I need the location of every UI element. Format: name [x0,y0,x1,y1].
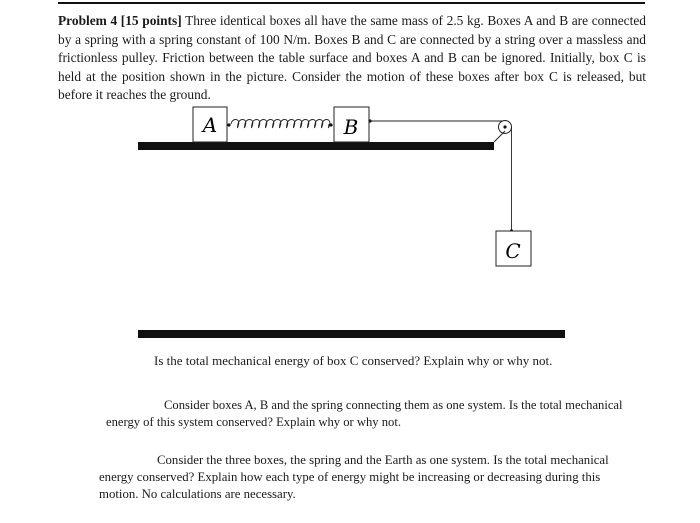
spring [231,120,330,128]
pulley-axle [503,125,506,128]
problem-text: Three identical boxes all have the same mass of 2.5 kg. Boxes A and B are connected by a spring with a spring constant of 100 N/m. Boxes B and C are connected by a string over a massless and frictionless pulley. Friction between the table surface and boxes A and B can be ignored. Initially, box C is held at the position shown in the picture. Consider the motion of these boxes after box C is released, but before it reaches the ground. [58,13,646,103]
spring-end-left [227,123,230,126]
question-1: Is the total mechanical energy of box C conserved? Explain why or why not. [154,353,553,368]
pulley-mount [494,131,505,142]
problem-heading: Problem 4 [58,13,118,28]
problem-points: [15 points] [120,13,182,28]
box-b-label: B [343,115,359,139]
table-surface [138,142,494,150]
box-c-label: C [505,239,521,263]
ground [138,330,565,338]
spring-end-right [329,123,332,126]
question-2: Consider boxes A, B and the spring connecting them as one system. Is the total mechanical energy of this system conserved? Explain why or why not. [106,398,623,429]
question-3: Consider the three boxes, the spring and the Earth as one system. Is the total mechanical energy conserved? Explain how each type of energy might be increasing or decreasing during this motion. No calculations are necessary. [99,453,609,501]
box-a-label: A [202,113,218,137]
